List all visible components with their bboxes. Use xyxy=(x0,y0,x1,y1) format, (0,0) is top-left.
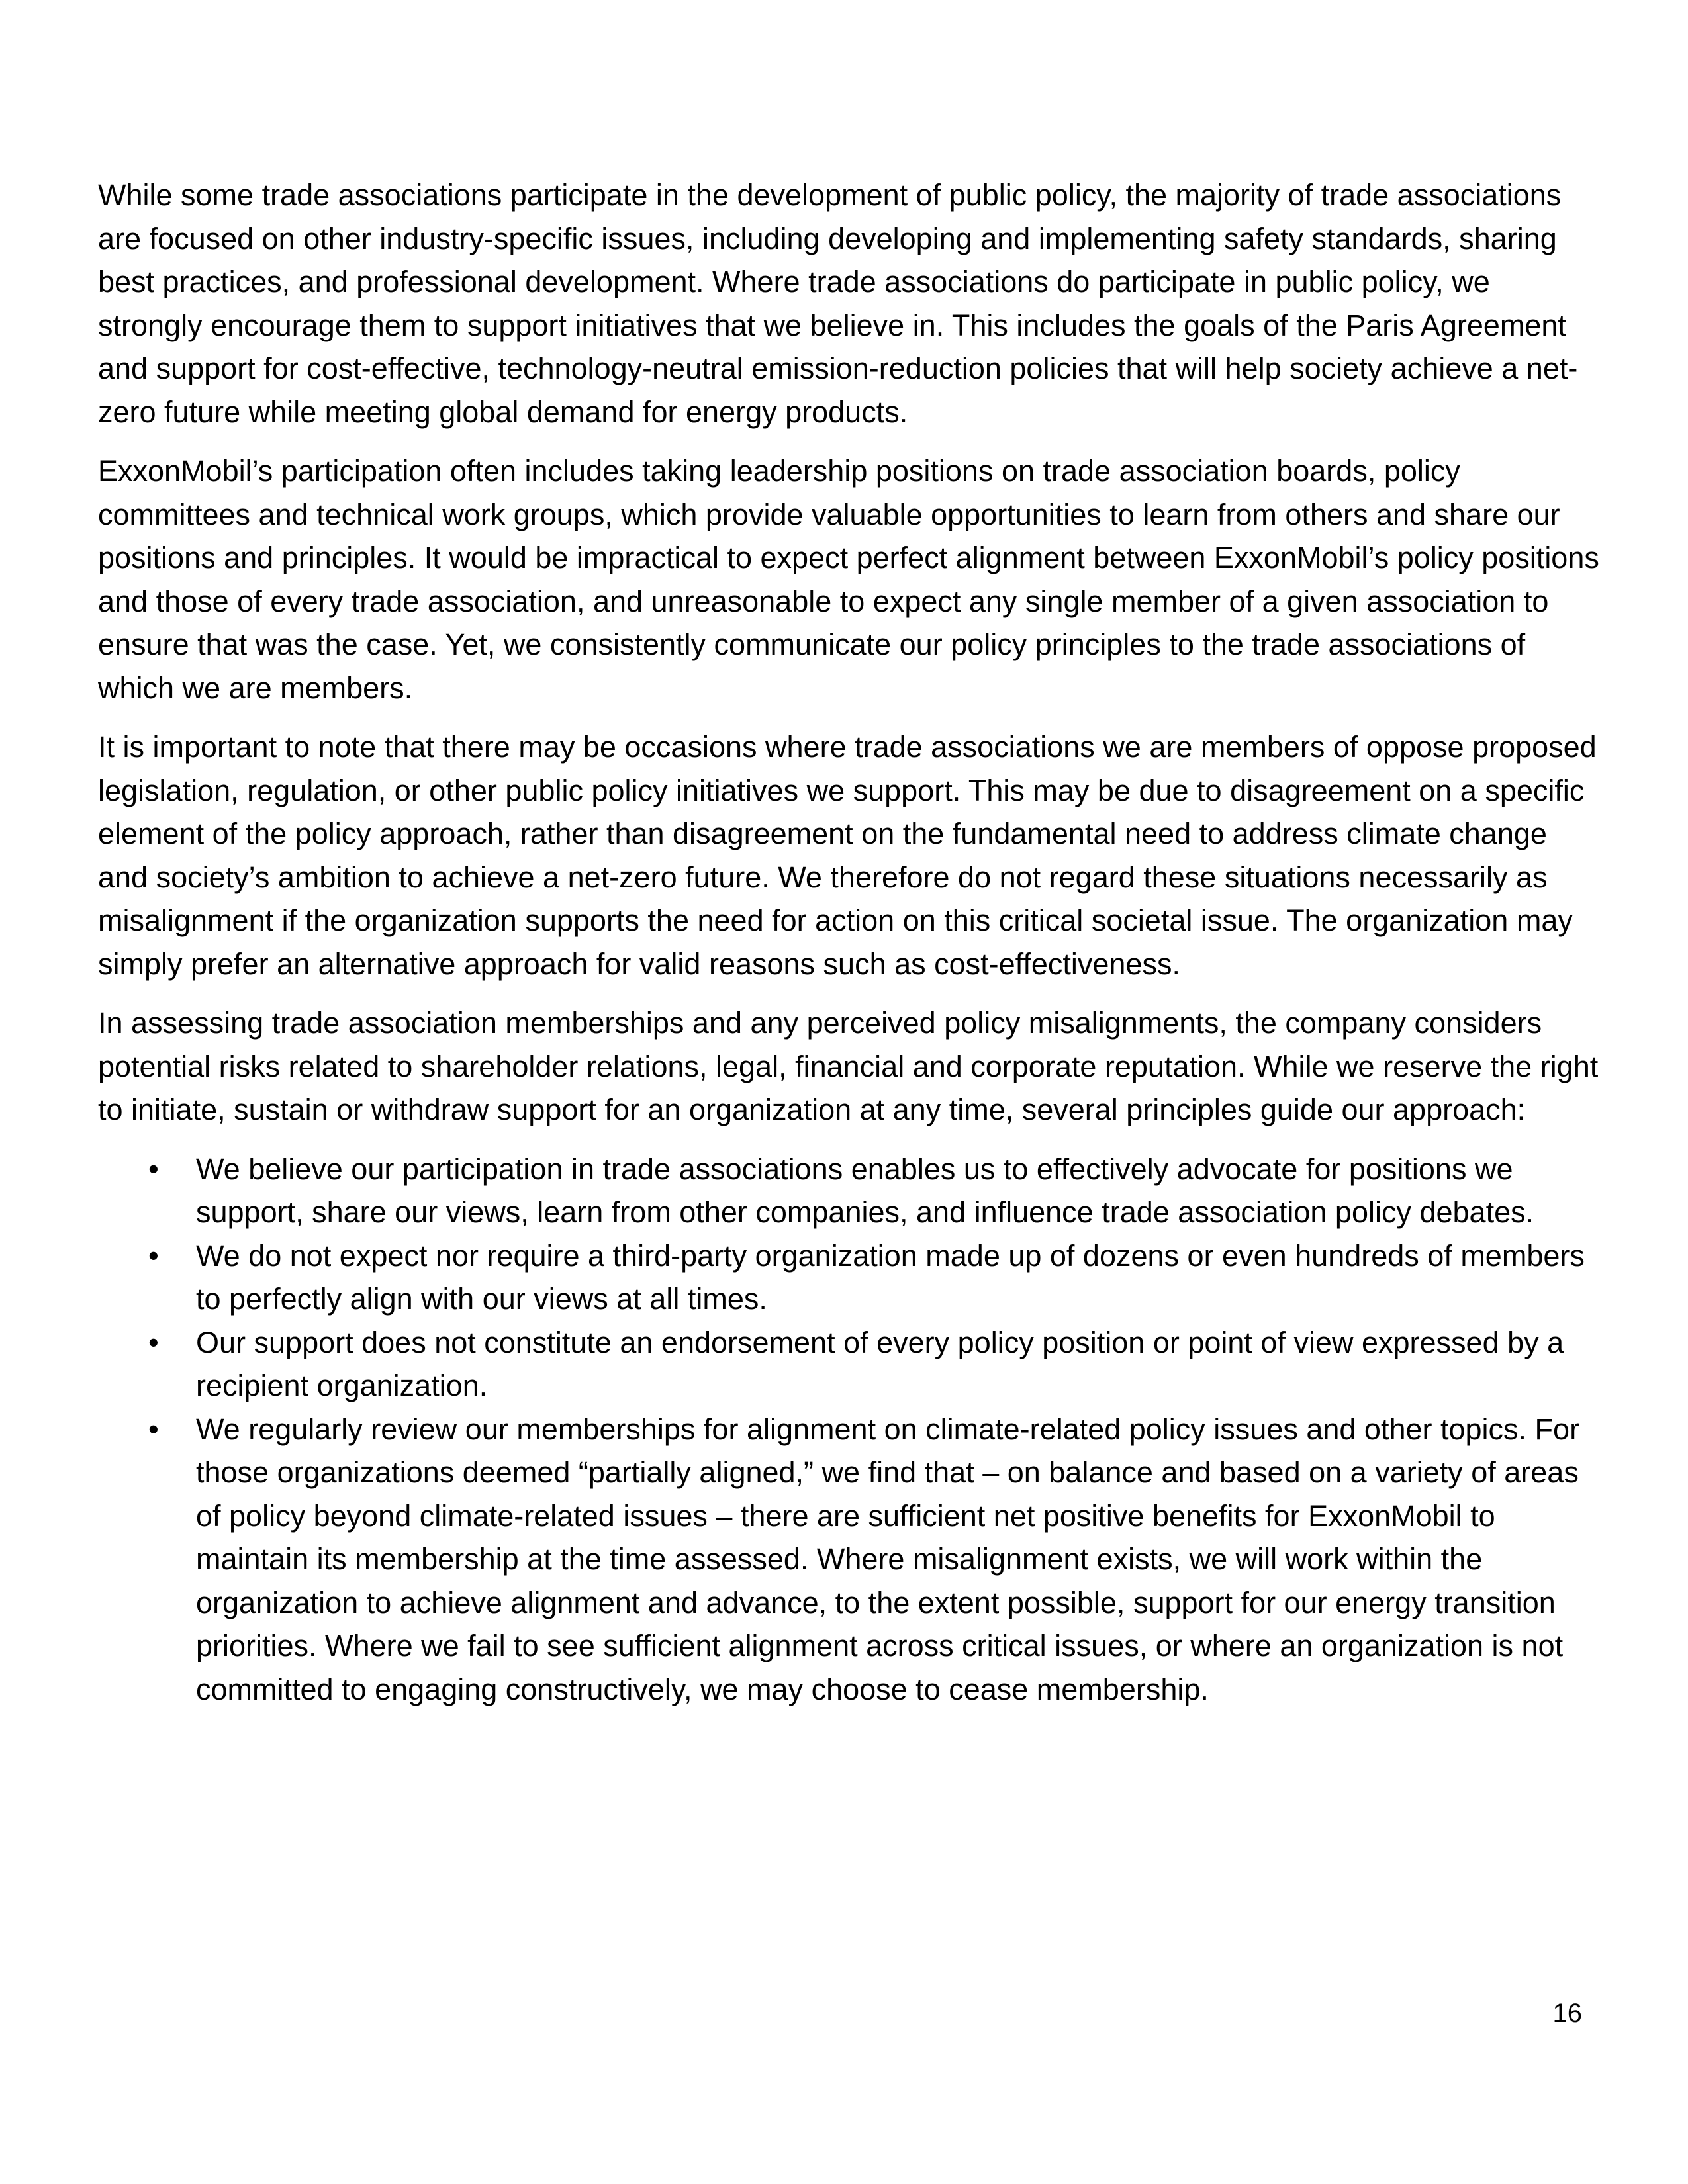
list-item-text: We regularly review our memberships for alignment on climate-related policy issues and other topics. For those organizations deemed “partially aligned,” we find that – on balance and based on a variety of areas of policy beyond climate-related issues – there are sufficient net positive benefits for ExxonMobil to maintain its membership at the time assessed. Where misalignment exists, we will work within the organization to achieve alignment and advance, to the extent possible, support for our energy transition priorities. Where we fail to see sufficient alignment across critical issues, or where an organization is not committed to engaging constructively, we may choose to cease membership. xyxy=(196,1412,1580,1706)
page-number: 16 xyxy=(1552,1999,1582,2028)
list-item-text: Our support does not constitute an endorsement of every policy position or point of view expressed by a recipient organization. xyxy=(196,1325,1564,1402)
paragraph-trade-associations-overview: While some trade associations participate in the development of public policy, the majority of trade associations are focused on other industry-specific issues, including developing and implementing safety standards, sharing best practices, and professional development. Where trade associations do participate in public policy, we strongly encourage them to support initiatives that we believe in. This includes the goals of the Paris Agreement and support for cost-effective, technology-neutral emission-reduction policies that will help society achieve a net-zero future while meeting global demand for energy products. xyxy=(98,178,1578,429)
list-item xyxy=(98,1408,1601,1711)
list-item xyxy=(98,1148,1601,1234)
list-item xyxy=(98,1234,1601,1321)
list-item-text: We do not expect nor require a third-party organization made up of dozens or even hundreds of members to perfectly align with our views at all times. xyxy=(196,1238,1585,1316)
bullet-icon: • xyxy=(148,1152,159,1186)
paragraph-leadership-participation: ExxonMobil’s participation often includes taking leadership positions on trade association boards, policy committees and technical work groups, which provide valuable opportunities to learn from others and share our positions and principles. It would be impractical to expect perfect alignment between ExxonMobil’s policy positions and those of every trade association, and unreasonable to expect any single member of a given association to ensure that was the case. Yet, we consistently communicate our policy principles to the trade associations of which we are members. xyxy=(98,454,1599,705)
document-body xyxy=(98,173,1601,1711)
bullet-icon: • xyxy=(148,1325,159,1359)
principles-list xyxy=(98,1148,1601,1711)
paragraph-policy-disagreement: It is important to note that there may be occasions where trade associations we are members of oppose proposed legislation, regulation, or other public policy initiatives we support. This may be due to disagreement on a specific element of the policy approach, rather than disagreement on the fundamental need to address climate change and society’s ambition to achieve a net-zero future. We therefore do not regard these situations necessarily as misalignment if the organization supports the need for action on this critical societal issue. The organization may simply prefer an alternative approach for valid reasons such as cost-effectiveness. xyxy=(98,730,1597,981)
paragraph-assessment-principles: In assessing trade association memberships and any perceived policy misalignments, the company considers potential risks related to shareholder relations, legal, financial and corporate reputation. While we reserve the right to initiate, sustain or withdraw support for an organization at any time, several principles guide our approach: xyxy=(98,1006,1599,1126)
bullet-icon: • xyxy=(148,1238,159,1273)
list-item xyxy=(98,1321,1601,1408)
list-item-text: We believe our participation in trade associations enables us to effectively advocate for positions we support, share our views, learn from other companies, and influence trade association policy debates. xyxy=(196,1152,1534,1229)
bullet-icon: • xyxy=(148,1412,159,1446)
